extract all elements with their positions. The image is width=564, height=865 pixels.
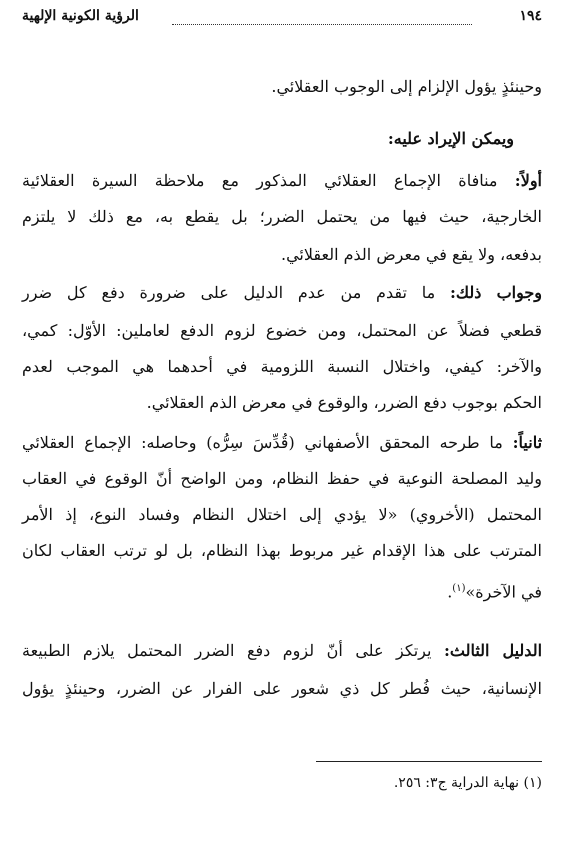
body-line: المترتب على هذا الإقدام غير مربوط بهذا النظام، بل لو ترتب العقاب لكان — [22, 541, 542, 560]
section-heading: ويمكن الإيراد عليه: — [387, 129, 514, 148]
page-header — [22, 8, 542, 32]
body-line: الخارجية، حيث فيها من يحتمل الضرر؛ بل يقطع به، مع ذلك لا يلتزم — [22, 207, 542, 226]
paragraph-lead: الدليل الثالث: — [443, 641, 543, 660]
body-line: الإنسانية، حيث فُطر كل ذي شعور على الفرار عن الضرر، وحينئذٍ يؤول — [22, 679, 542, 698]
body-text: ما تقدم من عدم الدليل على ضرورة دفع كل ضرر — [22, 283, 450, 302]
body-line: الحكم بوجوب دفع الضرر، والوقوع في معرض الذم العقلائي. — [146, 393, 542, 412]
body-line — [22, 640, 542, 662]
body-line: قطعي فضلاً عن المحتمل، ومن خضوع لزوم الدفع لعاملين: الأوّل: كمي، — [22, 321, 542, 340]
header-dotted-rule — [172, 24, 472, 25]
paragraph-lead: ثانياً: — [512, 433, 543, 452]
body-text: . — [447, 582, 453, 602]
body-text: منافاة الإجماع العقلائي المذكور مع ملاحظة السيرة العقلائية — [22, 171, 515, 190]
running-title: الرؤية الكونية الإلهية — [22, 8, 139, 24]
paragraph-lead: وجواب ذلك: — [449, 283, 542, 302]
footnote-separator — [316, 761, 542, 762]
body-line — [447, 578, 542, 603]
body-text: يرتكز على أنّ لزوم دفع الضرر المحتمل يلازم الطبيعة — [22, 641, 444, 660]
body-line: المحتمل (الأخروي) «لا يؤدي إلى اختلال النظام وفساد النوع، إذ الأمر — [22, 505, 542, 524]
page-number: ١٩٤ — [519, 8, 542, 24]
paragraph-lead: أولاً: — [514, 171, 542, 190]
body-line: والآخر: كيفي، واختلال النسبة اللزومية في أحدهما هي الموجب لعدم — [22, 357, 542, 376]
footnote: (١) نهاية الدراية ج٣: ٢٥٦. — [393, 775, 542, 791]
body-line: بدفعه، ولا يقع في معرض الذم العقلائي. — [280, 245, 542, 264]
body-line — [22, 282, 542, 304]
body-line — [22, 432, 542, 454]
body-text: ما طرحه المحقق الأصفهاني (قُدِّسَ سِرُّه) وحاصله: الإجماع العقلائي — [22, 433, 513, 452]
body-line — [22, 170, 542, 192]
footnote-reference: (١) — [452, 583, 466, 594]
body-line: وحينئذٍ يؤول الإلزام إلى الوجوب العقلائي. — [271, 77, 542, 96]
body-line: وليد المصلحة النوعية في حفظ النظام، ومن الواضح أنّ الوقوع في العقاب — [22, 469, 542, 488]
body-text: في الآخرة» — [465, 582, 542, 602]
